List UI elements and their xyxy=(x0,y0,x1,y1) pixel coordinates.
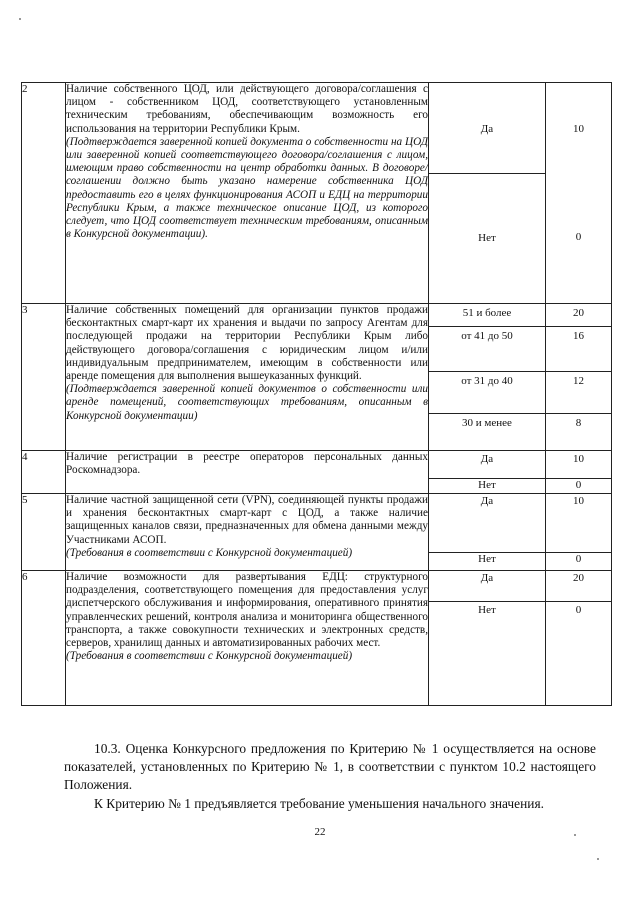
option-cell xyxy=(429,304,546,451)
option-points: 20 xyxy=(573,572,584,584)
table-row xyxy=(22,451,612,494)
scan-speck xyxy=(597,858,599,860)
option-label: 30 и менее xyxy=(429,413,545,450)
option-points: 8 xyxy=(546,413,611,450)
option-label: Нет xyxy=(429,478,545,493)
criterion-note: (Подтверждается заверенной копией документа о собственности на ЦОД или заверенной копией соответствующего договора/соглашения с лицом, имеющим право собственности на центр обработки данных. В договоре/соглашении должно быть указано намерение собственника ЦОД предоставить его в целях функционирования АСОП и ЕДЦ на территории Республики Крым, а также техническое описание ЦОД, из которого следует, что ЦОД соответствует техническим требованиям, описанным в Конкурсной документации). xyxy=(66,135,428,241)
scan-speck xyxy=(19,18,21,20)
option-points: 0 xyxy=(546,552,611,570)
option-points: 0 xyxy=(546,478,611,493)
criterion-note: (Требования в соответствии с Конкурсной документацией) xyxy=(66,546,353,559)
option-cell xyxy=(429,83,546,304)
option-points: 10 xyxy=(573,495,584,507)
criterion-text: Наличие регистрации в реестре операторов персональных данных Роскомнадзора. xyxy=(66,451,428,477)
criteria-table xyxy=(21,82,612,706)
criterion-text: Наличие собственных помещений для организации пунктов продажи бесконтактных смарт-карт их хранения и выдачи по запросу Агентам для последующей продажи на территории Республики Крым либо действующего договора/соглашения с юридическим лицом и/или индивидуальным предпринимателем, имеющим в собственности или аренде помещения для выполнения вышеуказанных функций. xyxy=(66,304,428,383)
option-points: 10 xyxy=(573,453,584,465)
criterion-text: Наличие возможности для развертывания ЕДЦ: структурного подразделения, соответствующего помещения для предоставления услуг диспетчерского обслуживания и информирования, оперативного принятия управленческих решений, контроля анализа и мониторинга общественного транспорта, а также совокупности технических и электронных средств, серверов, хранилищ данных и автоматизированных рабочих мест. xyxy=(66,571,428,650)
option-label: от 41 до 50 xyxy=(429,326,545,371)
option-points: 20 xyxy=(573,307,584,319)
points-cell xyxy=(546,494,612,571)
option-label: Да xyxy=(480,453,494,465)
option-label: 51 и более xyxy=(462,307,512,319)
criterion-text: Наличие собственного ЦОД, или действующего договора/соглашения с лицом - собственником ЦОД, соответствующего установленным техническим требованиям, обеспечивающим возможность его использования на территории Республики Крым. xyxy=(66,83,428,135)
criterion-text: Наличие частной защищенной сети (VPN), соединяющей пункты продажи и хранения бесконтактных смарт-карт с ЦОД, а также наличие защищенных каналов связи, предназначенных для обмена данными между Участниками АСОП. xyxy=(66,494,428,546)
points-cell xyxy=(546,304,612,451)
option-label: Нет xyxy=(429,601,545,705)
points-cell xyxy=(546,451,612,494)
option-label: Да xyxy=(480,123,494,135)
option-points: 10 xyxy=(573,123,584,135)
table-row xyxy=(22,494,612,571)
body-paragraph: 10.3. Оценка Конкурсного предложения по Критерию № 1 осуществляется на основе показателей, установленных по Критерию № 1, в соответствии с пунктом 10.2 настоящего Положения. xyxy=(64,741,596,792)
row-number: 6 xyxy=(22,571,66,706)
criterion-description xyxy=(66,451,429,494)
option-cell xyxy=(429,494,546,571)
table-row xyxy=(22,304,612,451)
criterion-note: (Требования в соответствии с Конкурсной документацией) xyxy=(66,650,353,663)
option-label: Да xyxy=(480,495,494,507)
points-cell xyxy=(546,571,612,706)
option-points: 0 xyxy=(575,231,582,243)
option-cell xyxy=(429,451,546,494)
option-points: 0 xyxy=(546,601,611,705)
row-number: 3 xyxy=(22,304,66,451)
row-number: 5 xyxy=(22,494,66,571)
option-label: Нет xyxy=(429,552,545,570)
row-number: 2 xyxy=(22,83,66,304)
option-label: от 31 до 40 xyxy=(429,371,545,413)
option-label: Нет xyxy=(429,173,545,303)
points-cell xyxy=(546,83,612,304)
scan-speck xyxy=(574,834,576,836)
criterion-description xyxy=(66,304,429,451)
table-row xyxy=(22,83,612,304)
page-number: 22 xyxy=(314,826,326,838)
criterion-note: (Подтверждается заверенной копией документов о собственности или аренде помещений, соответствующих требованиям, описанным в Конкурсной документации) xyxy=(66,383,428,422)
row-number: 4 xyxy=(22,451,66,494)
criterion-description xyxy=(66,494,429,571)
option-points: 12 xyxy=(546,371,611,413)
criterion-description xyxy=(66,571,429,706)
table-row xyxy=(22,571,612,706)
option-label: Да xyxy=(480,572,494,584)
option-cell xyxy=(429,571,546,706)
body-paragraph: К Критерию № 1 предъявляется требование уменьшения начального значения. xyxy=(94,796,544,811)
criterion-description xyxy=(66,83,429,304)
option-points: 16 xyxy=(546,326,611,371)
